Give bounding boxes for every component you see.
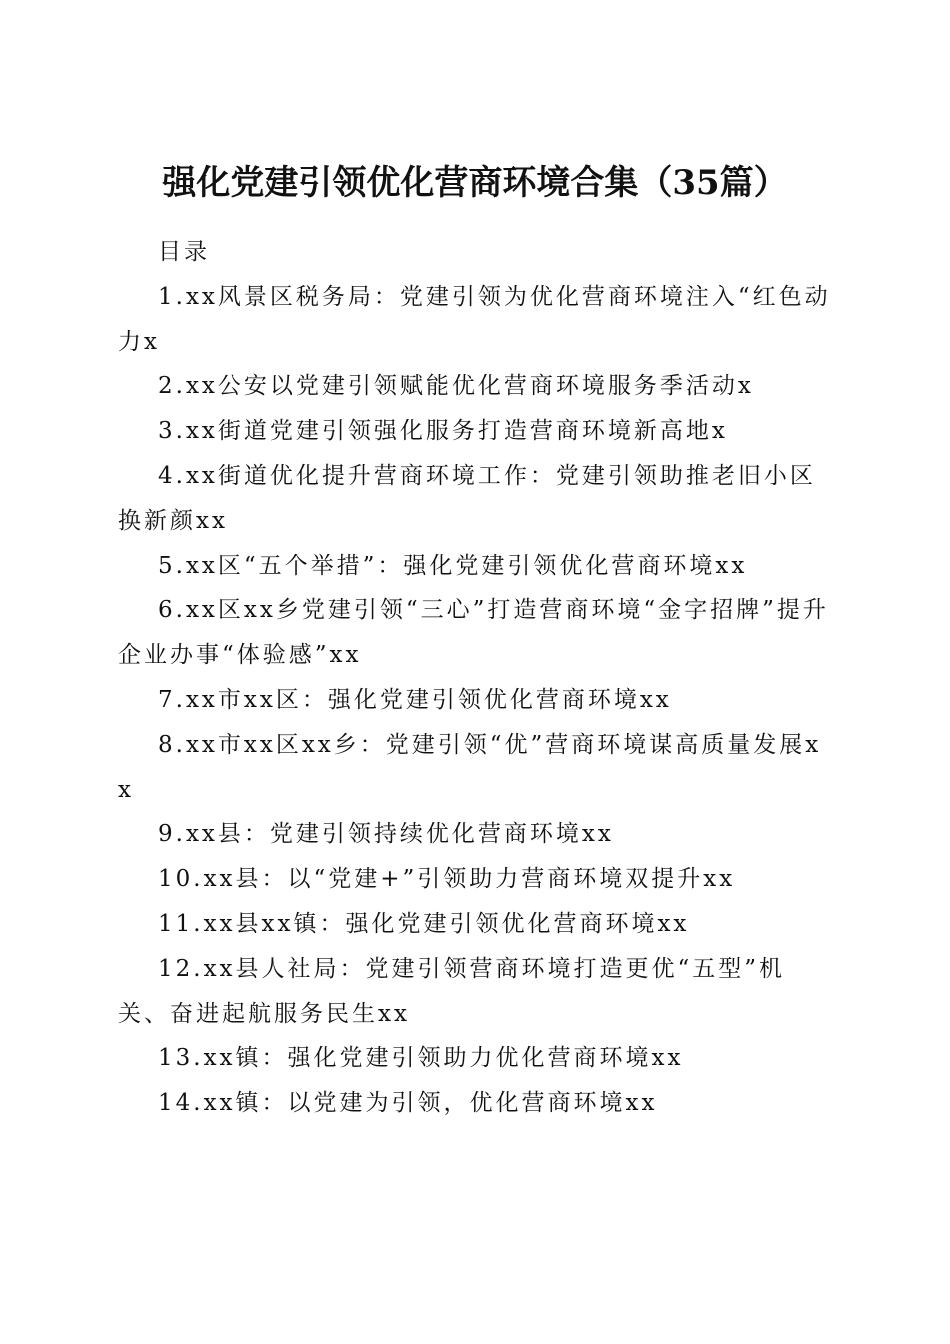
toc-heading: 目录: [158, 239, 210, 265]
toc-item: 1.xx风景区税务局：党建引领为优化营商环境注入“红色动力x: [118, 283, 831, 355]
toc-item: 8.xx市xx区xx乡：党建引领“优”营商环境谋高质量发展xx: [118, 731, 822, 803]
toc-item: 12.xx县人社局：党建引领营商环境打造更优“五型”机关、奋进起航服务民生xx: [118, 955, 786, 1027]
toc-item: 13.xx镇：强化党建引领助力优化营商环境xx: [158, 1045, 684, 1072]
document-title: 强化党建引领优化营商环境合集（35篇）: [162, 162, 788, 203]
toc-item: 6.xx区xx乡党建引领“三心”打造营商环境“金字招牌”提升企业办事“体验感”xx: [118, 597, 829, 669]
toc-item: 5.xx区“五个举措”：强化党建引领优化营商环境xx: [158, 552, 748, 579]
toc-item: 2.xx公安以党建引领赋能优化营商环境服务季活动x: [158, 373, 754, 400]
toc-item: 10.xx县：以“党建+”引领助力营商环境双提升xx: [158, 866, 736, 893]
table-of-contents: [118, 230, 834, 1126]
toc-item: 7.xx市xx区：强化党建引领优化营商环境xx: [158, 686, 672, 713]
toc-item: 9.xx县：党建引领持续优化营商环境xx: [158, 821, 614, 848]
toc-item: 11.xx县xx镇：强化党建引领优化营商环境xx: [158, 910, 690, 937]
toc-item: 3.xx街道党建引领强化服务打造营商环境新高地x: [158, 418, 728, 445]
toc-list: [118, 275, 834, 1126]
toc-item: 4.xx街道优化提升营商环境工作：党建引领助推老旧小区换新颜xx: [118, 462, 816, 534]
toc-item: 14.xx镇：以党建为引领，优化营商环境xx: [158, 1090, 658, 1117]
